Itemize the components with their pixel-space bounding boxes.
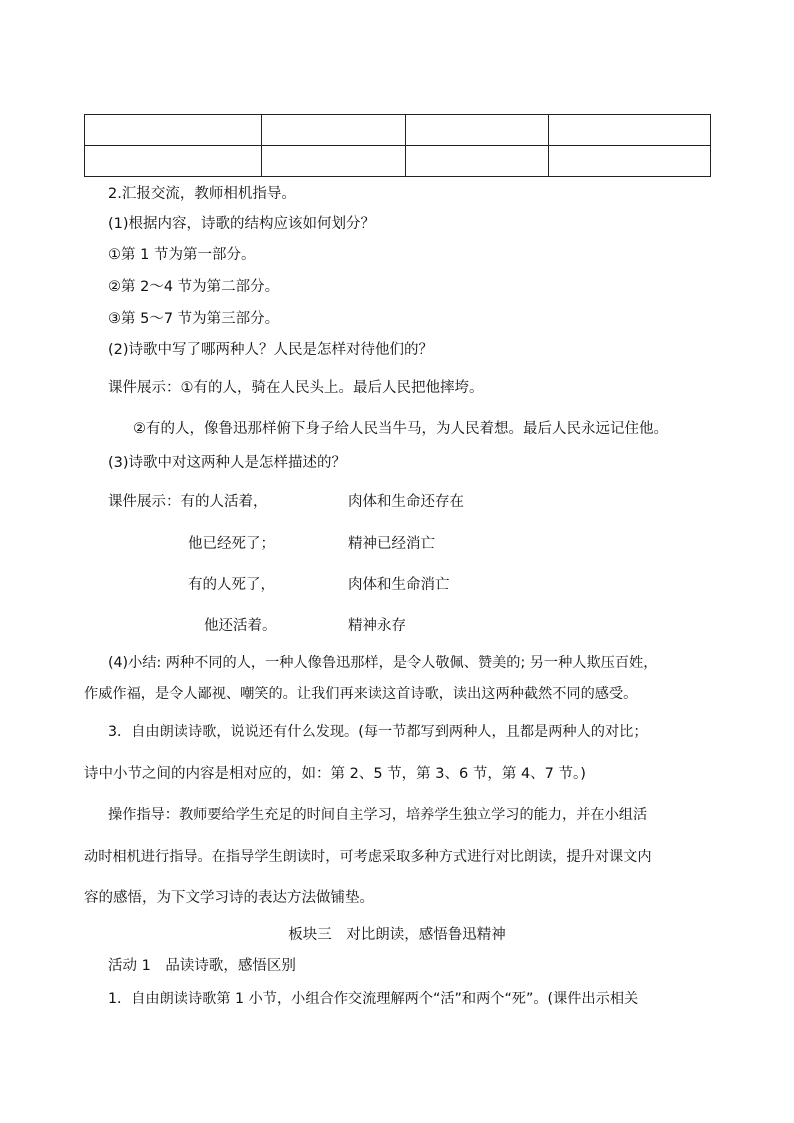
question-3: (3)诗歌中对这两种人是怎样描述的？ xyxy=(108,455,347,471)
activity-heading: 活动 1 品读诗歌，感悟区别 xyxy=(108,958,296,974)
section-heading: 板块三 对比朗读，感悟鲁迅精神 xyxy=(288,927,506,943)
description-right: 精神永存 xyxy=(348,618,406,634)
guidance-line-2: 动时相机进行指导。在指导学生朗读时，可考虑采取多种方式进行对比朗读，提升对课文内 xyxy=(84,849,652,865)
description-left: 他已经死了； xyxy=(188,536,275,552)
courseware-line-2: ②有的人，像鲁迅那样俯下身子给人民当牛马，为人民着想。最后人民永远记住他。 xyxy=(133,421,668,437)
description-left: 他还活着。 xyxy=(204,618,277,634)
blank-table xyxy=(84,114,711,177)
table-cell xyxy=(549,146,711,177)
table-cell xyxy=(549,115,711,146)
table-cell xyxy=(85,146,262,177)
table-cell xyxy=(85,115,262,146)
activity-step-1: 1．自由朗读诗歌第 1 小节，小组合作交流理解两个“活”和两个“死”。(课件出示相关 xyxy=(108,991,639,1007)
guidance-line-1: 操作指导：教师要给学生充足的时间自主学习，培养学生独立学习的能力，并在小组活 xyxy=(108,807,648,823)
table-cell xyxy=(406,146,549,177)
step-3-line-2: 诗中小节之间的内容是相对应的，如：第 2、5 节，第 3、6 节，第 4、7 节。) xyxy=(84,766,586,782)
description-left: 课件展示：有的人活着， xyxy=(108,494,268,510)
summary-line-2: 作威作福，是令人鄙视、嘲笑的。让我们再来读这首诗歌，读出这两种截然不同的感受。 xyxy=(84,686,638,702)
question-2: (2)诗歌中写了哪两种人？人民是怎样对待他们的？ xyxy=(108,342,434,358)
courseware-line-1: 课件展示：①有的人，骑在人民头上。最后人民把他摔垮。 xyxy=(108,380,484,396)
summary-line-1: (4)小结: 两种不同的人，一种人像鲁迅那样，是令人敬佩、赞美的; 另一种人欺压百姓， xyxy=(108,655,658,671)
part-3: ③第 5～7 节为第三部分。 xyxy=(108,311,280,327)
description-right: 肉体和生命消亡 xyxy=(348,577,450,593)
table-row xyxy=(85,146,711,177)
table-cell xyxy=(262,146,406,177)
description-left: 有的人死了， xyxy=(188,577,275,593)
table-row xyxy=(85,115,711,146)
part-1: ①第 1 节为第一部分。 xyxy=(108,247,256,263)
description-right: 肉体和生命还存在 xyxy=(348,494,464,510)
table-cell xyxy=(262,115,406,146)
description-right: 精神已经消亡 xyxy=(348,536,435,552)
step-2-heading: 2.汇报交流，教师相机指导。 xyxy=(108,186,296,202)
guidance-line-3: 容的感悟，为下文学习诗的表达方法做铺垫。 xyxy=(84,890,374,906)
table-cell xyxy=(406,115,549,146)
part-2: ②第 2～4 节为第二部分。 xyxy=(108,279,280,295)
question-1: (1)根据内容，诗歌的结构应该如何划分？ xyxy=(108,216,376,232)
step-3-line-1: 3．自由朗读诗歌，说说还有什么发现。(每一节都写到两种人，且都是两种人的对比； xyxy=(108,724,648,740)
